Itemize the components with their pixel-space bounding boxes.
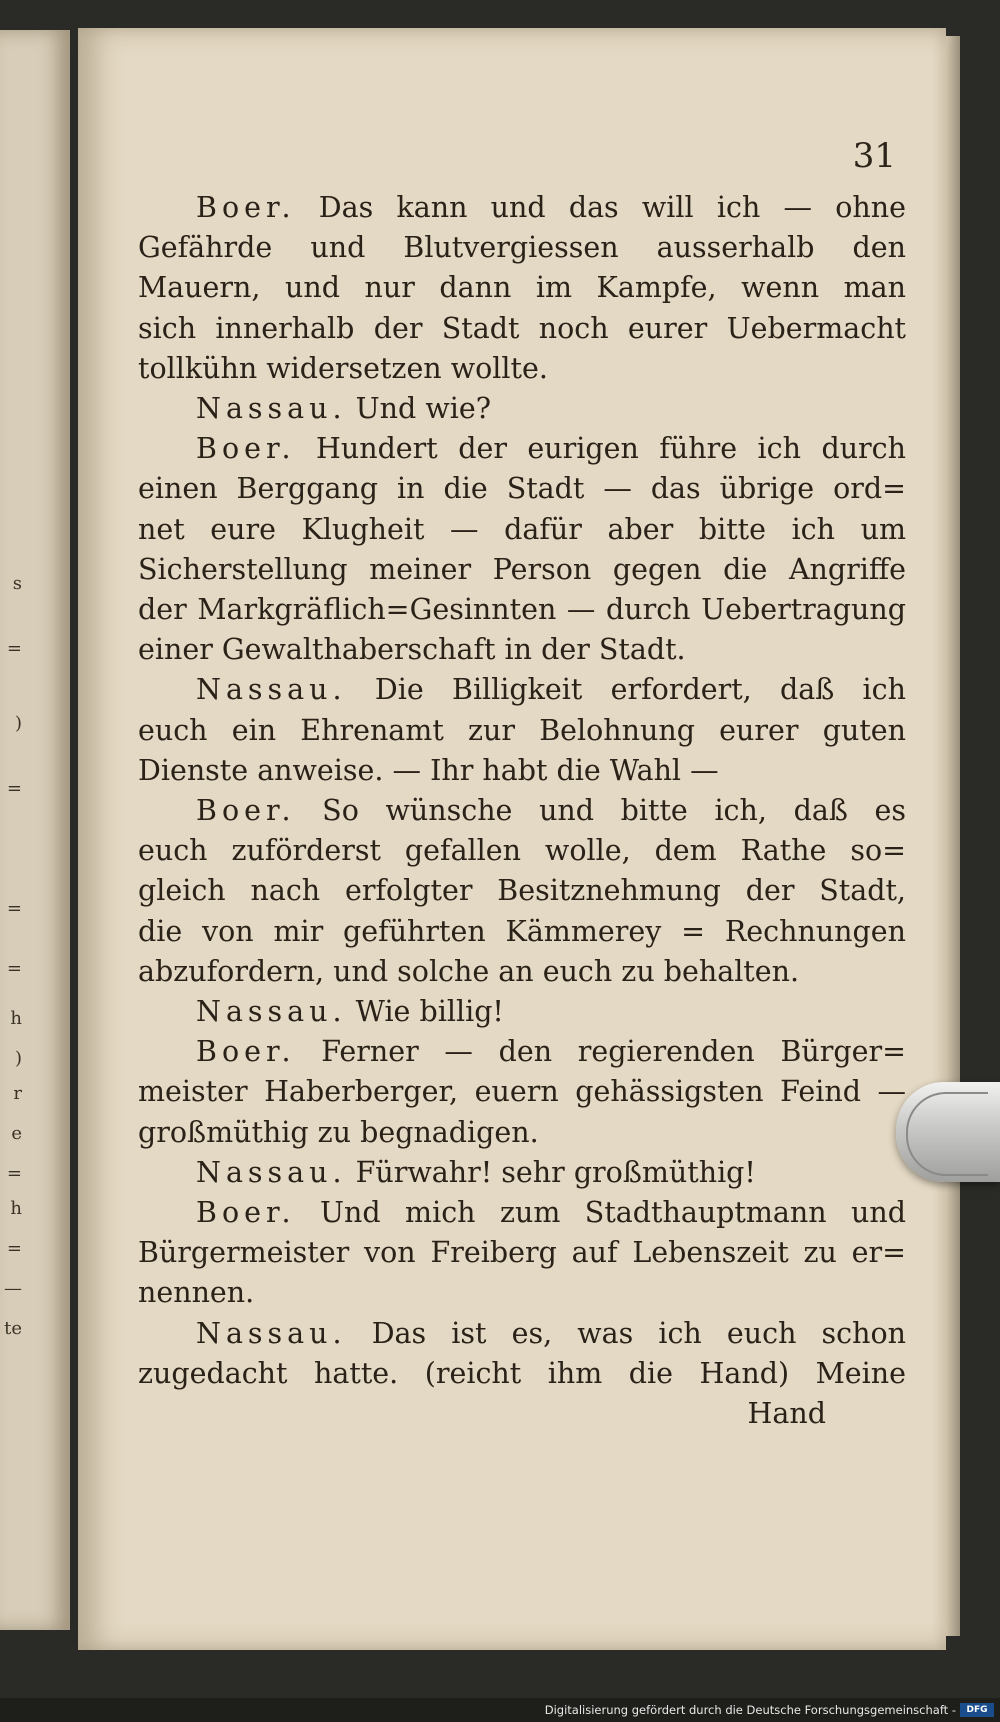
page-text <box>138 188 906 1434</box>
line-text: der Markgräflich=Gesinnten — durch Uebertragung <box>138 593 906 627</box>
text-line <box>138 510 906 550</box>
line-text: Die Billigkeit erfordert, daß ich <box>346 673 906 707</box>
text-line <box>138 952 906 992</box>
line-text: Das kann und das will ich — ohne <box>295 191 906 224</box>
text-line <box>138 188 906 228</box>
previous-page-edge <box>0 30 70 1630</box>
previous-page-fragment: te <box>4 1318 22 1339</box>
dfg-logo: DFG <box>960 1703 994 1717</box>
line-text: einer Gewalthaberschaft in der Stadt. <box>138 633 686 667</box>
previous-page-fragment: s <box>12 573 22 594</box>
previous-page-fragment: e <box>11 1123 22 1144</box>
speaker-name: Boer. <box>196 432 296 466</box>
text-line <box>138 1113 906 1153</box>
line-text: großmüthig zu begnadigen. <box>138 1115 539 1149</box>
line-text: Dienste anweise. — Ihr habt die Wahl — <box>138 753 719 787</box>
line-text: Das ist es, was ich euch schon <box>346 1316 906 1350</box>
text-line <box>138 590 906 630</box>
text-line <box>138 309 906 349</box>
line-text: Und wie? <box>346 392 491 426</box>
previous-page-fragment: h <box>10 1008 22 1029</box>
text-line <box>138 1354 906 1394</box>
speaker-name: Nassau. <box>196 392 347 426</box>
page-edge <box>946 36 960 1636</box>
text-line <box>138 1314 906 1354</box>
text-line <box>138 1394 906 1434</box>
text-line <box>138 469 906 509</box>
speaker-name: Nassau. <box>196 995 347 1029</box>
text-line <box>138 429 906 469</box>
previous-page-fragment: = <box>6 778 22 799</box>
line-text: gleich nach erfolgter Besitznehmung der Stadt, <box>138 874 906 908</box>
speaker-name: Nassau. <box>196 673 347 707</box>
line-text: So wünsche und bitte ich, daß es <box>295 794 906 828</box>
text-line <box>138 1193 906 1233</box>
line-text: Hundert der eurigen führe ich durch <box>295 432 906 466</box>
text-line <box>138 1032 906 1072</box>
text-line <box>138 268 906 308</box>
text-line <box>138 228 906 268</box>
speaker-name: Boer. <box>196 191 296 224</box>
line-text: Bürgermeister von Freiberg auf Lebenszeit zu er= <box>138 1236 906 1270</box>
line-text: euch zuförderst gefallen wolle, dem Rathe so= <box>138 834 906 868</box>
text-line <box>138 389 906 429</box>
text-line <box>138 630 906 670</box>
line-text: sich innerhalb der Stadt noch eurer Uebermacht <box>138 311 906 345</box>
text-line <box>138 1233 906 1273</box>
text-line <box>138 791 906 831</box>
text-line <box>138 871 906 911</box>
line-text: tollkühn widersetzen wollte. <box>138 351 548 385</box>
line-text: Fürwahr! sehr großmüthig! <box>346 1155 756 1189</box>
line-text: zugedacht hatte. (reicht ihm die Hand) Meine <box>138 1356 906 1390</box>
previous-page-fragment: = <box>6 1238 22 1259</box>
page-number: 31 <box>852 136 896 176</box>
line-text: die von mir geführten Kämmerey = Rechnungen <box>138 914 906 948</box>
line-text: meister Haberberger, euern gehässigsten Feind — <box>138 1075 906 1109</box>
clip-loop <box>906 1092 988 1176</box>
text-line <box>138 992 906 1032</box>
text-line <box>138 550 906 590</box>
text-line <box>138 670 906 710</box>
previous-page-fragment: ) <box>14 1048 22 1069</box>
text-line <box>138 1153 906 1193</box>
speaker-name: Nassau. <box>196 1316 347 1350</box>
footer-credit: Digitalisierung gefördert durch die Deutsche Forschungsgemeinschaft - <box>544 1703 956 1717</box>
text-line <box>138 1273 906 1313</box>
previous-page-fragment: = <box>6 898 22 919</box>
line-text: Ferner — den regierenden Bürger= <box>295 1035 906 1069</box>
text-line <box>138 751 906 791</box>
book-page <box>78 28 946 1650</box>
digitization-footer <box>0 1698 1000 1722</box>
previous-page-fragment: — <box>4 1278 22 1299</box>
metal-page-clip <box>896 1082 1000 1182</box>
speaker-name: Boer. <box>196 1196 296 1230</box>
line-text: euch ein Ehrenamt zur Belohnung eurer guten <box>138 713 906 747</box>
line-text: net eure Klugheit — dafür aber bitte ich um <box>138 512 906 546</box>
line-text: abzufordern, und solche an euch zu behalten. <box>138 954 800 988</box>
text-line <box>138 349 906 389</box>
previous-page-fragment: r <box>13 1083 22 1104</box>
line-text: Mauern, und nur dann im Kampfe, wenn man <box>138 271 906 305</box>
line-text: nennen. <box>138 1276 255 1310</box>
line-text: Wie billig! <box>346 995 504 1029</box>
previous-page-fragment: = <box>6 958 22 979</box>
speaker-name: Boer. <box>196 1035 296 1069</box>
line-text: Hand <box>747 1397 826 1431</box>
speaker-name: Boer. <box>196 794 296 828</box>
text-line <box>138 711 906 751</box>
previous-page-fragment: ) <box>14 713 22 734</box>
text-line <box>138 912 906 952</box>
line-text: Und mich zum Stadthauptmann und <box>295 1196 906 1230</box>
previous-page-fragment: = <box>6 1163 22 1184</box>
text-line <box>138 831 906 871</box>
speaker-name: Nassau. <box>196 1155 347 1189</box>
previous-page-fragment: h <box>10 1198 22 1219</box>
line-text: einen Berggang in die Stadt — das übrige ord= <box>138 472 906 506</box>
text-line <box>138 1072 906 1112</box>
previous-page-fragment: = <box>6 638 22 659</box>
line-text: Sicherstellung meiner Person gegen die Angriffe <box>138 552 906 586</box>
line-text: Gefährde und Blutvergiessen ausserhalb den <box>138 231 906 265</box>
